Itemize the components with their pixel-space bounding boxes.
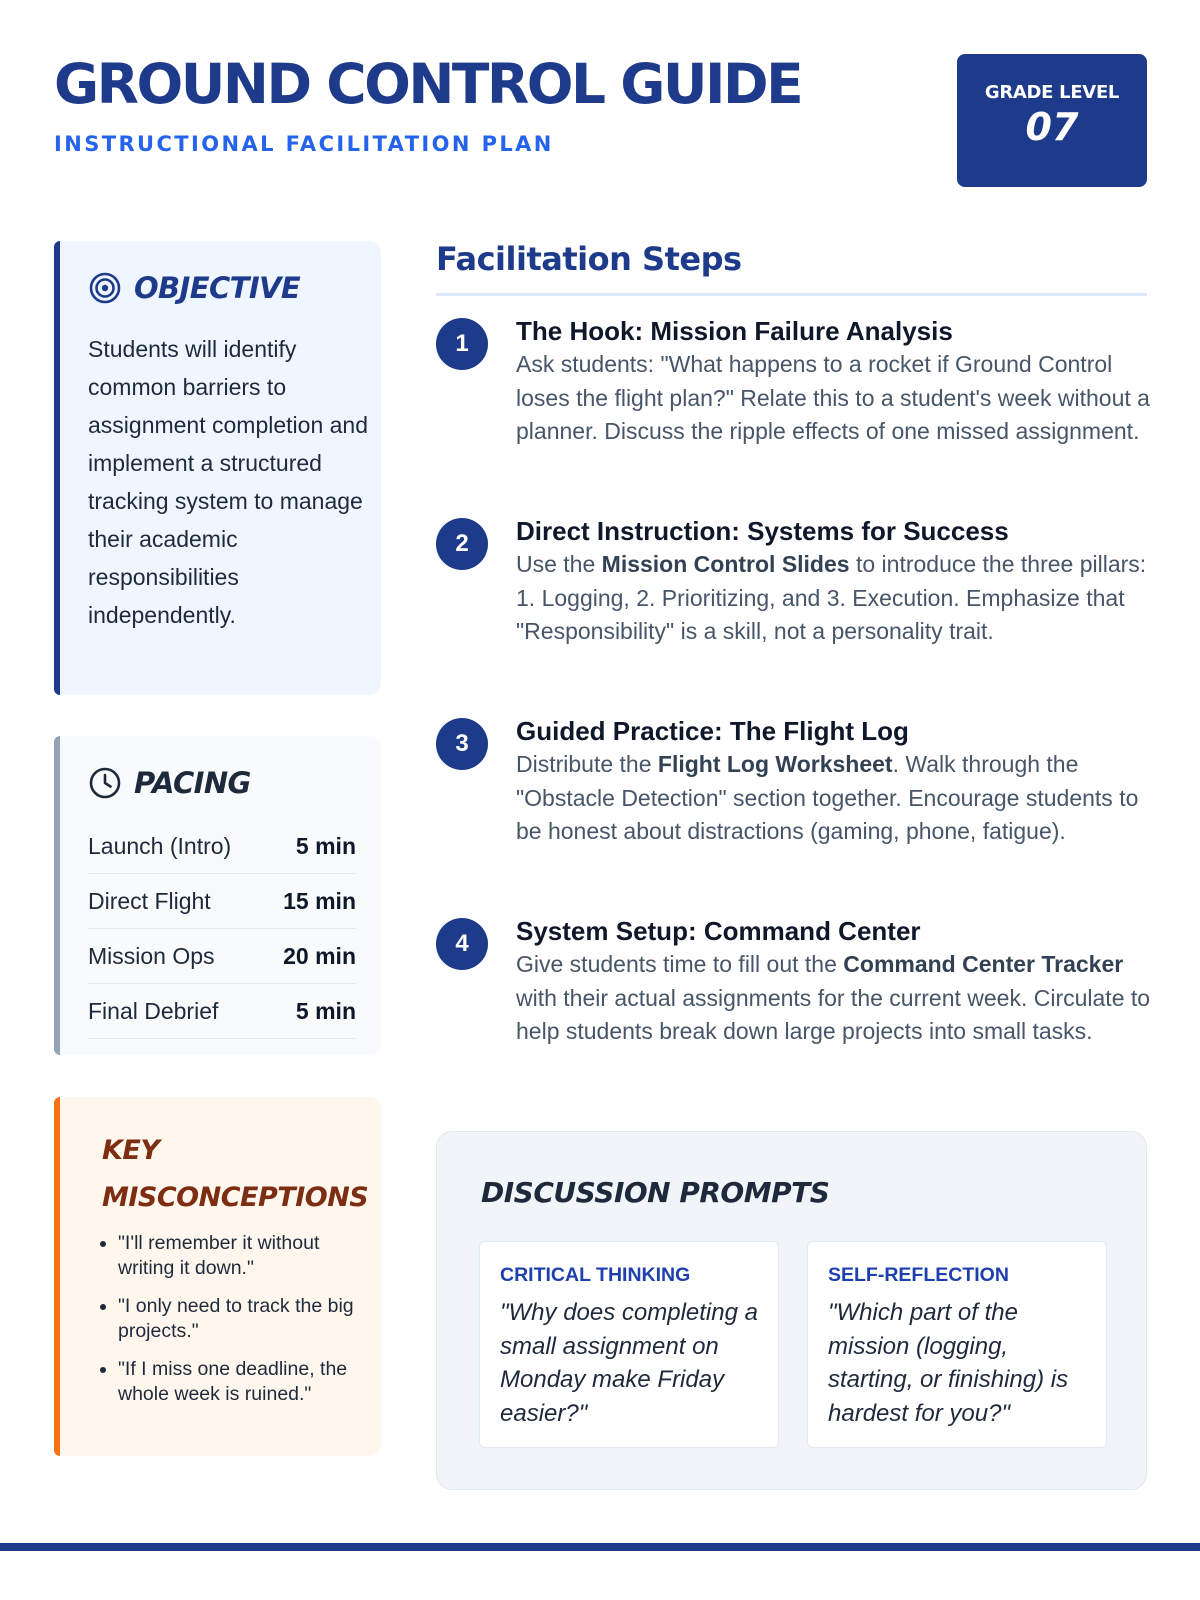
step-text-after: . Walk through the "Obstacle Detection" section together. Encourage students to be honest about distractions (gaming, phone, fatigue).: [516, 751, 1139, 844]
step-number-badge: 1: [436, 318, 488, 370]
objective-text: Students will identify common barriers to assignment completion and implement a structured tracking system to manage their academic responsibilities independently.: [88, 336, 368, 628]
pacing-duration: 5 min: [295, 832, 356, 859]
pacing-duration: 5 min: [295, 997, 356, 1024]
discussion-prompts-title: DISCUSSION PROMPTS: [481, 1176, 830, 1209]
step-text-before: Use the: [516, 551, 602, 577]
misconception-item: • "I only need to track the big projects.": [118, 1294, 378, 1344]
step-text-bold: Mission Control Slides: [601, 551, 850, 577]
step-number-badge: 2: [436, 518, 488, 570]
steps-title: Facilitation Steps: [436, 240, 742, 278]
step-text-after: to introduce the three pillars: 1. Logging, 2. Prioritizing, and 3. Execution. Emphasize that "Responsibility" is a skill, not a personality trait.: [516, 551, 1147, 644]
prompt-card-critical-thinking: [479, 1241, 779, 1448]
pacing-duration: 15 min: [283, 887, 356, 914]
pacing-label: Launch (Intro): [88, 832, 232, 859]
page-header: [54, 52, 1147, 187]
pacing-title: PACING: [134, 766, 251, 800]
step-description: [516, 748, 1156, 849]
pacing-label: Direct Flight: [88, 887, 211, 914]
prompt-card-self-reflection: [807, 1241, 1107, 1448]
page-title: GROUND CONTROL GUIDE: [54, 52, 802, 116]
steps-divider: [436, 293, 1147, 296]
prompt-label: CRITICAL THINKING: [500, 1264, 691, 1286]
objective-header: [88, 271, 300, 305]
grade-level-label: GRADE LEVEL: [984, 82, 1120, 103]
step-body: [516, 314, 1156, 449]
step-heading: Direct Instruction: Systems for Success: [516, 516, 1009, 546]
clock-icon: [88, 766, 122, 800]
discussion-prompts-panel: [436, 1131, 1147, 1490]
step-heading: Guided Practice: The Flight Log: [516, 716, 909, 746]
pacing-row: [88, 984, 356, 1039]
pacing-row: [88, 819, 356, 874]
misconceptions-card: [54, 1097, 381, 1456]
prompt-question: "Which part of the mission (logging, starting, or finishing) is hardest for you?": [828, 1299, 1069, 1427]
target-icon: [88, 271, 122, 305]
page-subtitle: INSTRUCTIONAL FACILITATION PLAN: [54, 132, 554, 156]
step-text-bold: Command Center Tracker: [843, 951, 1124, 977]
step-number-badge: 4: [436, 918, 488, 970]
objective-title: OBJECTIVE: [134, 271, 301, 305]
pacing-row: [88, 874, 356, 929]
objective-card: [54, 241, 381, 695]
step-body: [516, 914, 1156, 1049]
step-text-after: with their actual assignments for the current week. Circulate to help students break down large projects into small tasks.: [516, 984, 1151, 1044]
pacing-header: [88, 766, 251, 800]
step-text-bold: Flight Log Worksheet: [657, 751, 893, 777]
step-text-before: Ask students: "What happens to a rocket if Ground Control loses the flight plan?" Relate this to a student's week without a planner. Discuss the ripple effects of one missed assignment.: [516, 351, 1150, 444]
prompt-label: SELF-REFLECTION: [828, 1264, 1009, 1286]
misconceptions-list: [118, 1231, 378, 1420]
misconceptions-title: KEY MISCONCEPTIONS: [102, 1135, 369, 1213]
step-text-before: Give students time to fill out the: [516, 951, 844, 977]
step-body: [516, 514, 1156, 649]
pacing-duration: 20 min: [283, 942, 356, 969]
pacing-card: [54, 736, 381, 1055]
footer-bar: [0, 1543, 1200, 1551]
pacing-list: [88, 819, 356, 1039]
step-description: [516, 948, 1156, 1049]
misconception-item: • "I'll remember it without writing it down.": [118, 1231, 378, 1281]
step-text-before: Distribute the: [516, 751, 658, 777]
step-description: [516, 548, 1156, 649]
pacing-row: [88, 929, 356, 984]
step-description: [516, 348, 1156, 449]
step-body: [516, 714, 1156, 849]
grade-level-value: 07: [1025, 105, 1079, 149]
step-number-badge: 3: [436, 718, 488, 770]
grade-level-badge: [957, 54, 1147, 187]
pacing-label: Final Debrief: [88, 997, 219, 1024]
pacing-label: Mission Ops: [88, 942, 215, 969]
prompt-question: "Why does completing a small assignment on Monday make Friday easier?": [500, 1299, 758, 1427]
step-heading: The Hook: Mission Failure Analysis: [516, 316, 953, 346]
step-heading: System Setup: Command Center: [516, 916, 921, 946]
misconception-item: • "If I miss one deadline, the whole week is ruined.": [118, 1357, 378, 1407]
